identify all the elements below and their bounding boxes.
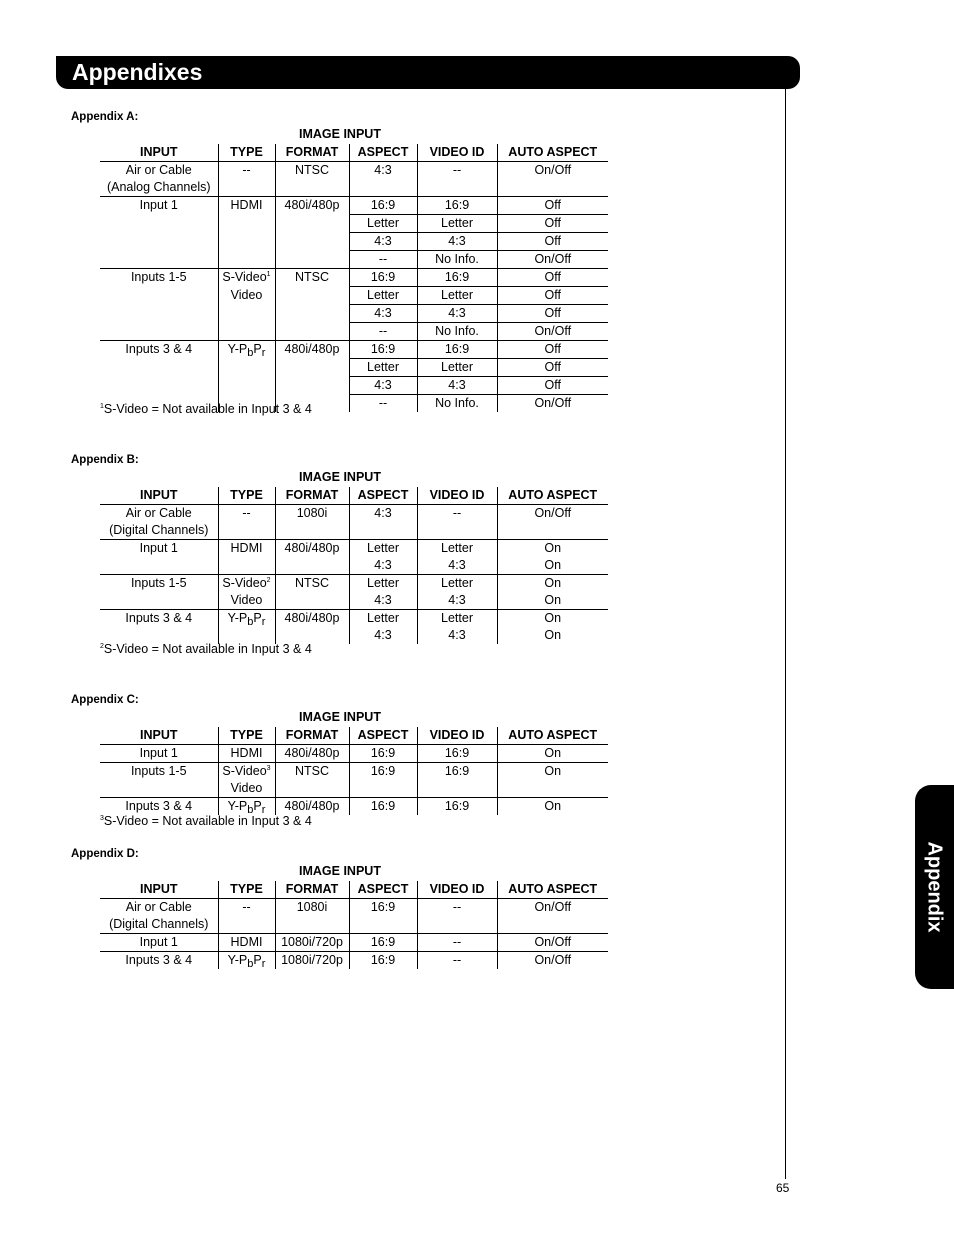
cell-input: Input 1 (100, 540, 218, 558)
cell-format (275, 592, 349, 610)
appendix-a-label: Appendix A: (71, 111, 139, 123)
cell-type (218, 305, 275, 323)
cell-auto: On (497, 763, 608, 781)
cell-video-id: 16:9 (417, 763, 497, 781)
cell-input (100, 287, 218, 305)
cell-type (218, 359, 275, 377)
column-header: VIDEO ID (417, 881, 497, 899)
cell-aspect: 4:3 (349, 627, 417, 644)
cell-aspect: 16:9 (349, 269, 417, 287)
cell-video-id: -- (417, 934, 497, 952)
cell-format (275, 215, 349, 233)
cell-type: Video (218, 780, 275, 798)
table-row (100, 233, 608, 251)
cell-input: Inputs 1-5 (100, 269, 218, 287)
column-header: TYPE (218, 727, 275, 745)
column-header: ASPECT (349, 487, 417, 505)
footnote-mark: 2 (266, 577, 271, 584)
cell-aspect: Letter (349, 359, 417, 377)
cell-format: 480i/480p (275, 540, 349, 558)
cell-video-id: 4:3 (417, 557, 497, 575)
cell-input: Air or Cable (100, 162, 218, 180)
cell-input: Air or Cable (100, 899, 218, 917)
type-subscript: b (247, 958, 254, 970)
cell-video-id: 4:3 (417, 305, 497, 323)
cell-video-id (417, 522, 497, 540)
type-text: P (253, 799, 262, 813)
table-row (100, 162, 608, 180)
cell-video-id: 4:3 (417, 233, 497, 251)
cell-video-id: -- (417, 505, 497, 523)
footnote-text: S-Video = Not available in Input 3 & 4 (103, 402, 312, 416)
cell-aspect (349, 780, 417, 798)
cell-input: Inputs 1-5 (100, 763, 218, 781)
cell-aspect: -- (349, 251, 417, 269)
footnote-mark: 1 (100, 403, 104, 410)
cell-aspect: 4:3 (349, 592, 417, 610)
cell-aspect: 16:9 (349, 934, 417, 952)
margin-rule (785, 89, 786, 1179)
cell-format (275, 916, 349, 934)
cell-type: -- (218, 162, 275, 180)
cell-video-id (417, 179, 497, 197)
cell-input: Inputs 3 & 4 (100, 952, 218, 970)
appendix-b-footnote (100, 642, 312, 656)
cell-video-id: Letter (417, 540, 497, 558)
cell-format: 1080i/720p (275, 934, 349, 952)
table-row (100, 610, 608, 628)
appendix-b-image-input-label: IMAGE INPUT (299, 470, 381, 484)
cell-aspect: 4:3 (349, 505, 417, 523)
cell-auto: On (544, 558, 562, 572)
cell-video-id: No Info. (417, 323, 497, 341)
type-text: S-Video (222, 270, 267, 284)
table-row (100, 798, 608, 816)
appendix-c-table (100, 727, 608, 815)
type-text: P (253, 953, 262, 967)
table-row (100, 179, 608, 197)
column-header: FORMAT (275, 727, 349, 745)
cell-auto (497, 780, 608, 798)
table-row (100, 745, 608, 763)
cell-type: HDMI (218, 197, 275, 215)
appendix-b-label: Appendix B: (71, 454, 139, 466)
table-row (100, 251, 608, 269)
cell-input (100, 233, 218, 251)
footnote-mark: 3 (100, 815, 104, 822)
column-header: INPUT (100, 487, 218, 505)
cell-video-id: 16:9 (417, 745, 497, 763)
cell-video-id: 4:3 (417, 627, 497, 644)
cell-format (275, 377, 349, 395)
cell-auto: On (497, 540, 608, 558)
cell-aspect: Letter (349, 540, 417, 558)
cell-format: NTSC (275, 162, 349, 180)
cell-aspect: -- (349, 395, 417, 413)
table-row (100, 341, 608, 359)
cell-input (100, 377, 218, 395)
cell-aspect (349, 916, 417, 934)
type-subscript: b (247, 804, 254, 816)
type-subscript: b (247, 347, 254, 359)
cell-aspect: Letter (349, 575, 417, 593)
cell-auto: On (544, 593, 562, 607)
cell-format (275, 359, 349, 377)
cell-format: NTSC (275, 575, 349, 593)
cell-input: Air or Cable (100, 505, 218, 523)
cell-auto: Off (497, 287, 608, 305)
cell-auto: On/Off (497, 323, 608, 341)
cell-auto: On/Off (497, 899, 608, 917)
column-header: TYPE (218, 881, 275, 899)
type-subscript: b (247, 616, 254, 628)
cell-format: 480i/480p (275, 341, 349, 359)
cell-aspect: 16:9 (349, 745, 417, 763)
cell-video-id (417, 780, 497, 798)
column-header: INPUT (100, 727, 218, 745)
footnote-mark: 1 (266, 271, 271, 278)
cell-format (275, 233, 349, 251)
table-row (100, 215, 608, 233)
cell-input: Inputs 1-5 (100, 575, 218, 593)
appendix-c-footnote (100, 814, 312, 828)
cell-auto: Off (497, 341, 608, 359)
cell-auto: Off (497, 269, 608, 287)
cell-type (218, 341, 275, 359)
cell-aspect: -- (349, 323, 417, 341)
column-header: VIDEO ID (417, 727, 497, 745)
cell-input: Input 1 (100, 197, 218, 215)
appendix-a-image-input-label: IMAGE INPUT (299, 127, 381, 141)
appendix-d-label: Appendix D: (71, 848, 139, 860)
column-header: TYPE (218, 144, 275, 162)
header-bar (56, 56, 800, 89)
cell-aspect: 16:9 (349, 798, 417, 816)
cell-aspect: Letter (349, 610, 417, 628)
cell-input (100, 359, 218, 377)
cell-auto: On (497, 798, 608, 816)
cell-format: NTSC (275, 269, 349, 287)
cell-input (100, 305, 218, 323)
cell-auto: On (497, 610, 608, 628)
cell-format (275, 287, 349, 305)
column-header: FORMAT (275, 881, 349, 899)
cell-video-id: Letter (417, 287, 497, 305)
cell-format (275, 179, 349, 197)
table-row (100, 377, 608, 395)
cell-type: Video (218, 287, 275, 305)
cell-format: 480i/480p (275, 610, 349, 628)
cell-type (218, 251, 275, 269)
cell-aspect: 4:3 (349, 557, 417, 575)
type-text: P (253, 611, 262, 625)
cell-format (275, 251, 349, 269)
cell-video-id: 16:9 (417, 197, 497, 215)
cell-aspect: 4:3 (349, 305, 417, 323)
cell-auto: On/Off (497, 934, 608, 952)
cell-type: HDMI (218, 540, 275, 558)
appendix-a-footnote (100, 402, 312, 416)
cell-aspect: 16:9 (349, 341, 417, 359)
table-row (100, 763, 608, 781)
cell-input: (Digital Channels) (100, 916, 218, 934)
cell-video-id: 16:9 (417, 798, 497, 816)
cell-format: 480i/480p (275, 745, 349, 763)
cell-video-id: 4:3 (417, 377, 497, 395)
cell-type (218, 916, 275, 934)
table-row (100, 305, 608, 323)
cell-type (218, 952, 275, 970)
cell-aspect (349, 179, 417, 197)
table-row (100, 557, 608, 575)
cell-format: 1080i (275, 899, 349, 917)
column-header: FORMAT (275, 144, 349, 162)
appendix-c-label: Appendix C: (71, 694, 139, 706)
table-row (100, 269, 608, 287)
appendix-a-table (100, 144, 608, 412)
cell-auto: Off (497, 197, 608, 215)
cell-input (100, 592, 218, 610)
type-text: S-Video (222, 576, 267, 590)
cell-input: Input 1 (100, 745, 218, 763)
cell-type: HDMI (218, 745, 275, 763)
type-text: P (253, 342, 262, 356)
table-row (100, 899, 608, 917)
column-header: INPUT (100, 144, 218, 162)
cell-format: 1080i (275, 505, 349, 523)
cell-format: NTSC (275, 763, 349, 781)
cell-input (100, 215, 218, 233)
column-header: ASPECT (349, 727, 417, 745)
cell-aspect: 16:9 (349, 952, 417, 970)
cell-type: Video (218, 592, 275, 610)
column-header: VIDEO ID (417, 144, 497, 162)
cell-type: HDMI (218, 934, 275, 952)
cell-type: -- (218, 505, 275, 523)
table-row (100, 934, 608, 952)
cell-type (218, 763, 275, 781)
footnote-mark: 2 (100, 643, 104, 650)
cell-aspect (349, 522, 417, 540)
cell-aspect: 16:9 (349, 197, 417, 215)
cell-input: Inputs 3 & 4 (100, 610, 218, 628)
appendix-d-image-input-label: IMAGE INPUT (299, 864, 381, 878)
cell-video-id: Letter (417, 359, 497, 377)
cell-type (218, 557, 275, 575)
column-header: FORMAT (275, 487, 349, 505)
cell-type (218, 323, 275, 341)
cell-auto (497, 916, 608, 934)
cell-video-id: Letter (417, 610, 497, 628)
cell-input: (Digital Channels) (100, 522, 218, 540)
table-row (100, 592, 608, 610)
cell-auto: On/Off (497, 952, 608, 970)
cell-type (218, 798, 275, 816)
table-row (100, 287, 608, 305)
cell-input: Inputs 3 & 4 (100, 341, 218, 359)
cell-format (275, 780, 349, 798)
page-title: Appendixes (72, 59, 203, 85)
column-header: TYPE (218, 487, 275, 505)
footnote-text: S-Video = Not available in Input 3 & 4 (103, 642, 312, 656)
type-text: Y-P (227, 342, 248, 356)
column-header: AUTO ASPECT (497, 881, 608, 899)
cell-aspect: 16:9 (349, 763, 417, 781)
cell-aspect: 4:3 (349, 377, 417, 395)
cell-input (100, 323, 218, 341)
cell-input (100, 251, 218, 269)
cell-video-id (417, 916, 497, 934)
cell-format: 1080i/720p (275, 952, 349, 970)
cell-aspect: Letter (349, 215, 417, 233)
cell-type (218, 233, 275, 251)
cell-auto: Off (497, 233, 608, 251)
cell-video-id: 4:3 (417, 592, 497, 610)
table-row (100, 952, 608, 970)
cell-video-id: -- (417, 899, 497, 917)
cell-type (218, 610, 275, 628)
cell-aspect: Letter (349, 287, 417, 305)
cell-format (275, 522, 349, 540)
cell-video-id: -- (417, 952, 497, 970)
side-tab (915, 785, 954, 989)
appendix-d-table (100, 881, 608, 969)
type-subscript: r (261, 804, 266, 816)
cell-type: -- (218, 899, 275, 917)
column-header: ASPECT (349, 144, 417, 162)
column-header: VIDEO ID (417, 487, 497, 505)
type-text: S-Video (222, 764, 267, 778)
cell-auto (497, 522, 608, 540)
cell-aspect: 4:3 (349, 162, 417, 180)
table-row (100, 575, 608, 593)
type-text: Y-P (227, 953, 248, 967)
cell-format: 480i/480p (275, 197, 349, 215)
cell-auto: On/Off (497, 162, 608, 180)
cell-auto: Off (497, 215, 608, 233)
cell-auto: On (497, 745, 608, 763)
cell-auto: On/Off (497, 395, 608, 413)
cell-video-id: Letter (417, 215, 497, 233)
cell-auto: Off (497, 359, 608, 377)
column-header: AUTO ASPECT (497, 487, 608, 505)
table-row (100, 197, 608, 215)
column-header: INPUT (100, 881, 218, 899)
cell-type (218, 377, 275, 395)
cell-auto: On/Off (497, 505, 608, 523)
table-row (100, 505, 608, 523)
cell-format (275, 323, 349, 341)
cell-format (275, 557, 349, 575)
footnote-mark: 3 (266, 765, 271, 772)
column-header: AUTO ASPECT (497, 144, 608, 162)
cell-input (100, 557, 218, 575)
type-subscript: r (261, 958, 266, 970)
cell-aspect: 16:9 (349, 899, 417, 917)
cell-video-id: -- (417, 162, 497, 180)
table-row (100, 522, 608, 540)
cell-video-id: No Info. (417, 395, 497, 413)
cell-auto: On (497, 575, 608, 593)
cell-auto (497, 179, 608, 197)
type-subscript: r (261, 347, 266, 359)
cell-video-id: Letter (417, 575, 497, 593)
appendix-c-image-input-label: IMAGE INPUT (299, 710, 381, 724)
table-row (100, 359, 608, 377)
cell-type (218, 522, 275, 540)
cell-type (218, 215, 275, 233)
cell-video-id: 16:9 (417, 341, 497, 359)
type-subscript: r (261, 616, 266, 628)
footnote-text: S-Video = Not available in Input 3 & 4 (103, 814, 312, 828)
page-number: 65 (776, 1181, 790, 1195)
cell-type (218, 575, 275, 593)
cell-aspect: 4:3 (349, 233, 417, 251)
cell-type (218, 179, 275, 197)
cell-input: (Analog Channels) (100, 179, 218, 197)
cell-type (218, 269, 275, 287)
cell-input: Inputs 3 & 4 (100, 798, 218, 816)
cell-input (100, 780, 218, 798)
cell-input: Input 1 (100, 934, 218, 952)
side-tab-label: Appendix (923, 841, 946, 933)
type-text: Y-P (227, 611, 248, 625)
cell-auto: On (544, 628, 562, 642)
appendix-b-table (100, 487, 608, 644)
cell-video-id: No Info. (417, 251, 497, 269)
cell-auto: On/Off (497, 251, 608, 269)
column-header: AUTO ASPECT (497, 727, 608, 745)
table-row (100, 916, 608, 934)
column-header: ASPECT (349, 881, 417, 899)
table-row (100, 323, 608, 341)
type-text: Y-P (227, 799, 248, 813)
table-row (100, 540, 608, 558)
cell-format: 480i/480p (275, 798, 349, 816)
cell-auto: Off (497, 377, 608, 395)
table-row (100, 780, 608, 798)
cell-video-id: 16:9 (417, 269, 497, 287)
cell-auto: Off (497, 305, 608, 323)
cell-format (275, 305, 349, 323)
